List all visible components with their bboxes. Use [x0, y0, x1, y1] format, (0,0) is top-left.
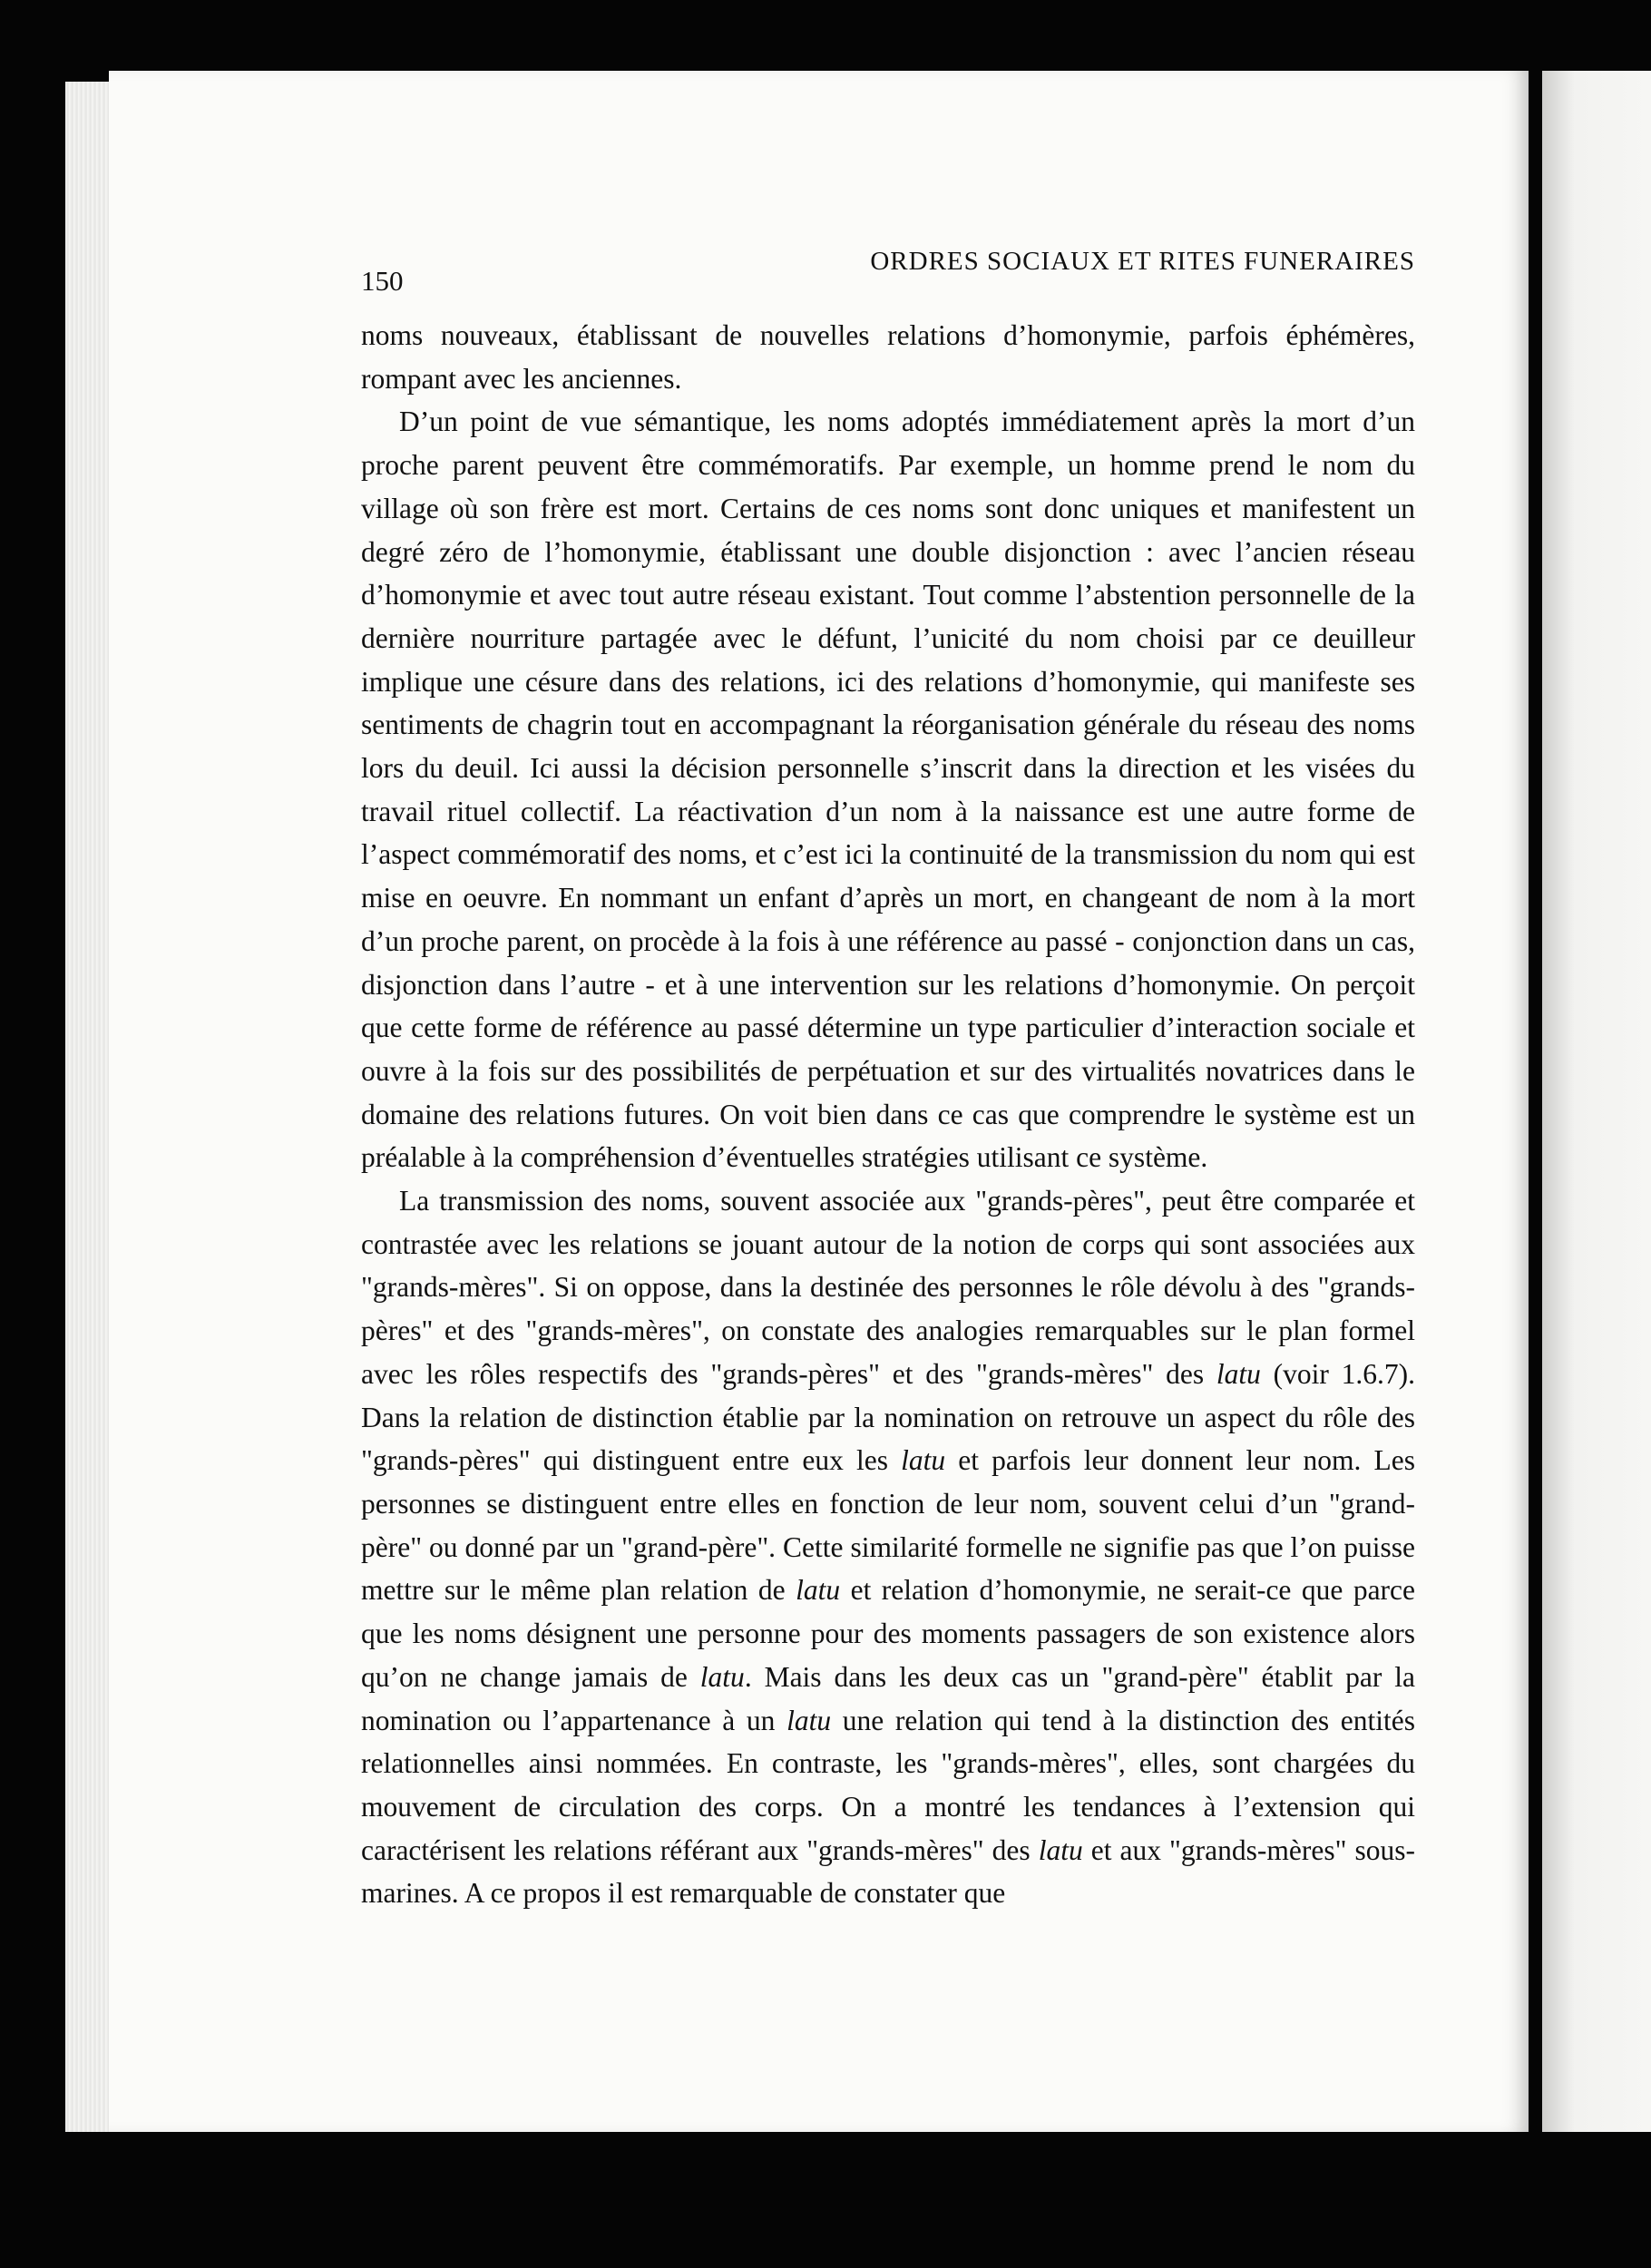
text-run: D’un point de vue sémantique, les noms adoptés immédiatement après la mort d’un proche parent peuvent être commémoratifs. Par exemple, un homme prend le nom du village où son frère est mort. Certains de ces noms sont donc uniques et manifestent un degré zéro de l’homonymie, établissant une double disjonction : avec l’ancien réseau d’homonymie et avec tout autre réseau existant. Tout comme l’abstention personnelle de la dernière nourriture partagée avec le défunt, l’unicité du nom choisi par ce deuilleur implique une césure dans des relations, ici des relations d’homonymie, qui manifeste ses sentiments de chagrin tout en accompagnant la réorganisation générale du réseau des noms lors du deuil. Ici aussi la décision personnelle s’inscrit dans la direction et les visées du travail rituel collectif. La réactivation d’un nom à la naissance est une autre forme de l’aspect commémoratif des noms, et c’est ici la continuité de la transmission du nom qui est mise en oeuvre. En nommant un enfant d’après un mort, en changeant de nom à la mort d’un proche parent, on procède à la fois à une référence au passé - conjonction dans un cas, disjonction dans l’autre - et à une intervention sur les relations d’homonymie. On perçoit que cette forme de référence au passé détermine un type particulier d’interaction sociale et ouvre à la fois sur des possibilités de perpétuation et sur des virtualités novatrices dans le domaine des relations futures. On voit bien dans ce cas que comprendre le système est un préalable à la compréhension d’éventuelles stratégies utilisant ce système.	[361, 406, 1415, 1174]
italic-term: latu	[796, 1574, 841, 1607]
italic-term: latu	[699, 1660, 745, 1693]
text-run: La transmission des noms, souvent associée aux "grands-pères", peut être comparée et contrastée avec les relations se jouant autour de la notion de corps qui sont associées aux "grands-mères". Si on oppose, dans la destinée des personnes le rôle dévolu à des "grands-pères" et des "grands-mères", on constate des analogies remarquables sur le plan formel avec les rôles respectifs des "grands-pères" et des "grands-mères" des	[361, 1185, 1415, 1390]
running-title: ORDRES SOCIAUX ET RITES FUNERAIRES	[870, 247, 1415, 276]
text-run: noms nouveaux, établissant de nouvelles relations d’homonymie, parfois éphémères, rompant avec les anciennes.	[361, 319, 1415, 395]
page-number: 150	[361, 265, 404, 297]
page-header	[252, 163, 1415, 297]
body-text	[361, 314, 1415, 1915]
paragraph-1	[361, 314, 1415, 400]
italic-term: latu	[1038, 1833, 1083, 1866]
italic-term: latu	[786, 1704, 832, 1736]
text-run: et aux "grands-mères" sous-marines. A ce propos il est remarquable de constater que	[361, 1833, 1415, 1910]
text-run: une relation qui tend à la distinction des entités relationnelles ainsi nommées. En contraste, les "grands-mères", elles, sont chargées du mouvement de circulation des corps. On a montré les tendances à l’extension qui caractérisent les relations référant aux "grands-mères" des	[361, 1704, 1416, 1866]
italic-term: latu	[1216, 1357, 1261, 1390]
text-run: et parfois leur donnent leur nom. Les personnes se distinguent entre elles en fonction de leur nom, souvent celui d’un "grand-père" ou donné par un "grand-père". Cette similarité formelle ne signifie pas que l’on puisse mettre sur le même plan relation de	[361, 1444, 1415, 1607]
italic-term: latu	[901, 1444, 946, 1477]
text-run: . Mais dans les deux cas un "grand-père" établit par la nomination ou l’appartenance à un	[361, 1660, 1415, 1736]
text-run: et relation d’homonymie, ne serait-ce que parce que les noms désignent une personne pour des moments passagers de son existence alors qu’on ne change jamais de	[361, 1574, 1416, 1693]
paragraph-3	[361, 1179, 1415, 1915]
paragraph-2	[361, 400, 1415, 1179]
facing-page-edge	[1542, 71, 1651, 2132]
text-run: (voir 1.6.7). Dans la relation de distinction établie par la nomination on retrouve un aspect du rôle des "grands-pères" qui distinguent entre eux les	[361, 1357, 1415, 1477]
